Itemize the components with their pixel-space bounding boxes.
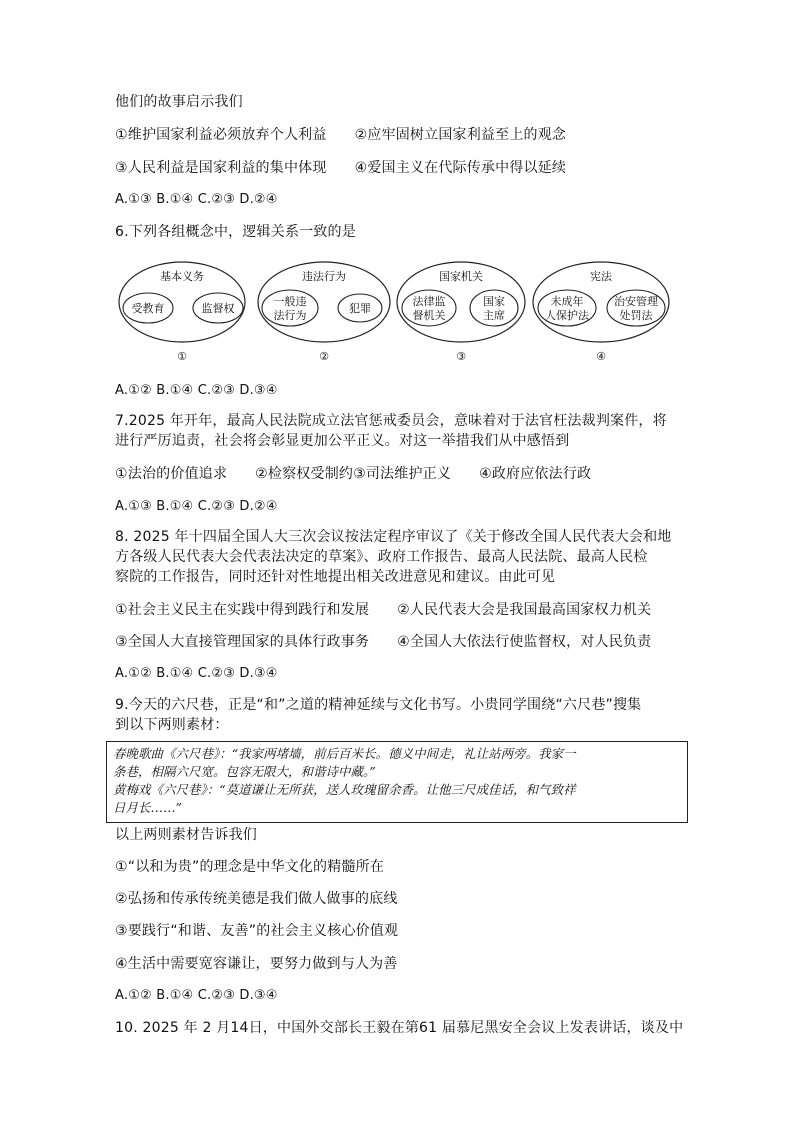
q5-stem: 他们的故事启示我们 (115, 94, 243, 110)
material-line-4: 日月长……” (113, 800, 182, 815)
diagram-group-3 (397, 262, 525, 363)
group-3-right-line2: 主席 (483, 309, 505, 322)
q5-item-3: ③人民利益是国家利益的集中体现 (115, 160, 327, 176)
material-line-1: 春晚歌曲《六尺巷》：“我家两堵墙，前后百米长。德义中间走，礼让站两旁。我家一 (113, 746, 576, 761)
diagram-group-4 (533, 262, 669, 363)
q5-item-4: ④爱国主义在代际传承中得以延续 (354, 160, 567, 176)
q7-item-1: ①法治的价值追求 (115, 466, 228, 482)
diagram-group-2 (258, 262, 390, 363)
q8-item-4: ④全国人大依法行使监督权，对人民负责 (397, 634, 652, 650)
q8-item-1: ①社会主义民主在实践中得到践行和发展 (115, 602, 370, 618)
q8-stem-line2: 方各级人民代表大会代表法决定的草案》、政府工作报告、最高人民法院、最高人民检 (115, 549, 648, 565)
group-1-left: 受教育 (131, 302, 165, 315)
q8-items-row2 (115, 632, 651, 652)
q7-item-2: ②检察权受制约③司法维护正义 (255, 466, 452, 482)
diagram-group-1 (119, 262, 245, 363)
group-2-left-line1: 一般违 (273, 295, 307, 308)
q8-options: A.①② B.①④ C.②③ D.③④ (115, 666, 278, 681)
q7-items (115, 464, 591, 484)
q5-items-row1 (115, 125, 566, 145)
group-2-right: 犯罪 (349, 302, 371, 315)
q9-item-2: ②弘扬和传承传统美德是我们做人做事的底线 (115, 891, 398, 907)
q7-item-3: ④政府应依法行政 (479, 466, 592, 482)
group-4-right-line2: 处罚法 (619, 309, 653, 322)
group-2-title: 违法行为 (302, 270, 346, 283)
q5-items-row2 (115, 158, 566, 178)
q9-item-1: ①“以和为贵”的理念是中华文化的精髓所在 (115, 859, 385, 875)
material-line-2: 条巷，相隔六尺宽。包容无限大，和谐诗中藏。” (113, 764, 376, 779)
group-3-right-line1: 国家 (483, 295, 505, 308)
q9-item-4: ④生活中需要宽容谦让，要努力做到与人为善 (115, 956, 398, 972)
q9-material-box (106, 741, 688, 823)
group-4-left-line2: 人保护法 (545, 309, 589, 322)
group-1-title: 基本义务 (160, 270, 204, 283)
group-4-title: 宪法 (590, 270, 612, 283)
group-3-left-line1: 法律监 (412, 295, 446, 308)
group-3-left-line2: 督机关 (412, 309, 446, 322)
q8-stem-line3: 察院的工作报告，同时还针对性地提出相关改进意见和建议。由此可见 (115, 569, 556, 585)
q6-options: A.①② B.①④ C.②③ D.③④ (115, 383, 278, 398)
q5-item-2: ②应牢固树立国家利益至上的观念 (354, 127, 567, 143)
q9-stem-line1: 9.今天的六尺巷，正是“和”之道的精神延续与文化书写。小贵同学围绕“六尺巷”搜集 (115, 697, 642, 713)
q6-concept-diagrams (115, 256, 675, 368)
q9-lead: 以上两则素材告诉我们 (115, 827, 257, 843)
q8-items-row1 (115, 600, 651, 620)
q6-stem: 6.下列各组概念中，逻辑关系一致的是 (115, 224, 356, 240)
group-1-number: ① (177, 350, 187, 363)
q10-stem: 10. 2025 年 2 月14日，中国外交部长王毅在第61 届慕尼黑安全会议上发表讲话，谈及中 (115, 1020, 684, 1036)
q7-stem-line1: 7.2025 年开年，最高人民法院成立法官惩戒委员会，意味着对于法官枉法裁判案件，将 (115, 413, 667, 429)
q5-options: A.①③ B.①④ C.②③ D.②④ (115, 192, 278, 207)
group-4-right-line1: 治安管理 (614, 295, 658, 308)
q8-item-3: ③全国人大直接管理国家的具体行政事务 (115, 634, 370, 650)
q7-options: A.①③ B.①④ C.②③ D.②④ (115, 499, 278, 514)
q9-options: A.①② B.①④ C.②③ D.③④ (115, 988, 278, 1003)
q7-stem-line2: 进行严厉追责，社会将会彰显更加公平正义。对这一举措我们从中感悟到 (115, 433, 570, 449)
q9-stem-line2: 到以下两则素材： (115, 717, 229, 733)
group-4-left-line1: 未成年 (550, 295, 584, 308)
q8-item-2: ②人民代表大会是我国最高国家权力机关 (397, 602, 652, 618)
group-3-title: 国家机关 (439, 270, 483, 283)
material-line-3: 黄梅戏《六尺巷》：“莫道谦让无所获，送人玫瑰留余香。让他三尺成佳话，和气致祥 (113, 782, 576, 797)
q5-item-1: ①维护国家利益必须放弃个人利益 (115, 127, 327, 143)
group-2-left-line2: 法行为 (273, 309, 307, 322)
group-3-number: ③ (456, 350, 466, 363)
group-1-right: 监督权 (201, 302, 235, 315)
q8-stem-line1: 8. 2025 年十四届全国人大三次会议按法定程序审议了《关于修改全国人民代表大会和地 (115, 529, 672, 545)
group-2-number: ② (319, 350, 329, 363)
group-4-number: ④ (596, 350, 606, 363)
q9-item-3: ③要践行“和谐、友善”的社会主义核心价值观 (115, 923, 399, 939)
